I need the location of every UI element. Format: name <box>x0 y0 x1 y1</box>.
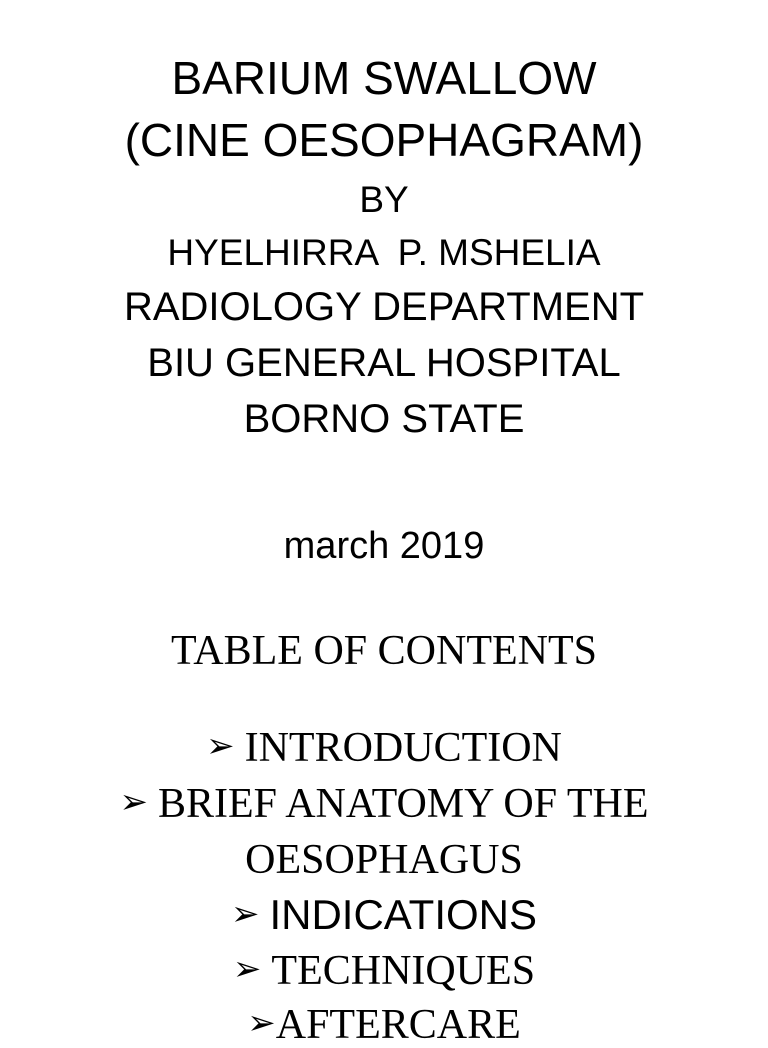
contents-item-label: INDICATIONS <box>269 891 538 938</box>
arrow-bullet-icon: ➢ <box>119 782 149 822</box>
contents-item-label: TECHNIQUES <box>271 948 536 994</box>
title-line-1: BARIUM SWALLOW <box>171 52 597 104</box>
contents-item-introduction <box>0 727 768 769</box>
contents-item-label: BRIEF ANATOMY OF THE <box>158 781 649 827</box>
presentation-date: march 2019 <box>283 525 485 567</box>
contents-heading: TABLE OF CONTENTS <box>171 628 597 674</box>
arrow-bullet-icon: ➢ <box>247 1003 276 1043</box>
contents-item-anatomy-continuation: OESOPHAGUS <box>245 837 523 883</box>
contents-item-aftercare <box>0 1004 768 1046</box>
contents-item-anatomy <box>0 783 768 825</box>
state-name: BORNO STATE <box>243 397 525 441</box>
contents-item-indications <box>0 891 768 938</box>
arrow-bullet-icon: ➢ <box>230 894 260 934</box>
arrow-bullet-icon: ➢ <box>206 726 235 766</box>
contents-item-label: AFTERCARE <box>275 1002 521 1048</box>
contents-item-techniques <box>0 950 768 992</box>
arrow-bullet-icon: ➢ <box>232 949 262 989</box>
department-name: RADIOLOGY DEPARTMENT <box>123 285 645 329</box>
hospital-name: BIU GENERAL HOSPITAL <box>147 341 621 385</box>
contents-item-label: INTRODUCTION <box>244 725 562 771</box>
by-label: BY <box>359 179 409 220</box>
title-line-2: (CINE OESOPHAGRAM) <box>124 114 644 166</box>
author-name: HYELHIRRA P. MSHELIA <box>167 232 601 273</box>
